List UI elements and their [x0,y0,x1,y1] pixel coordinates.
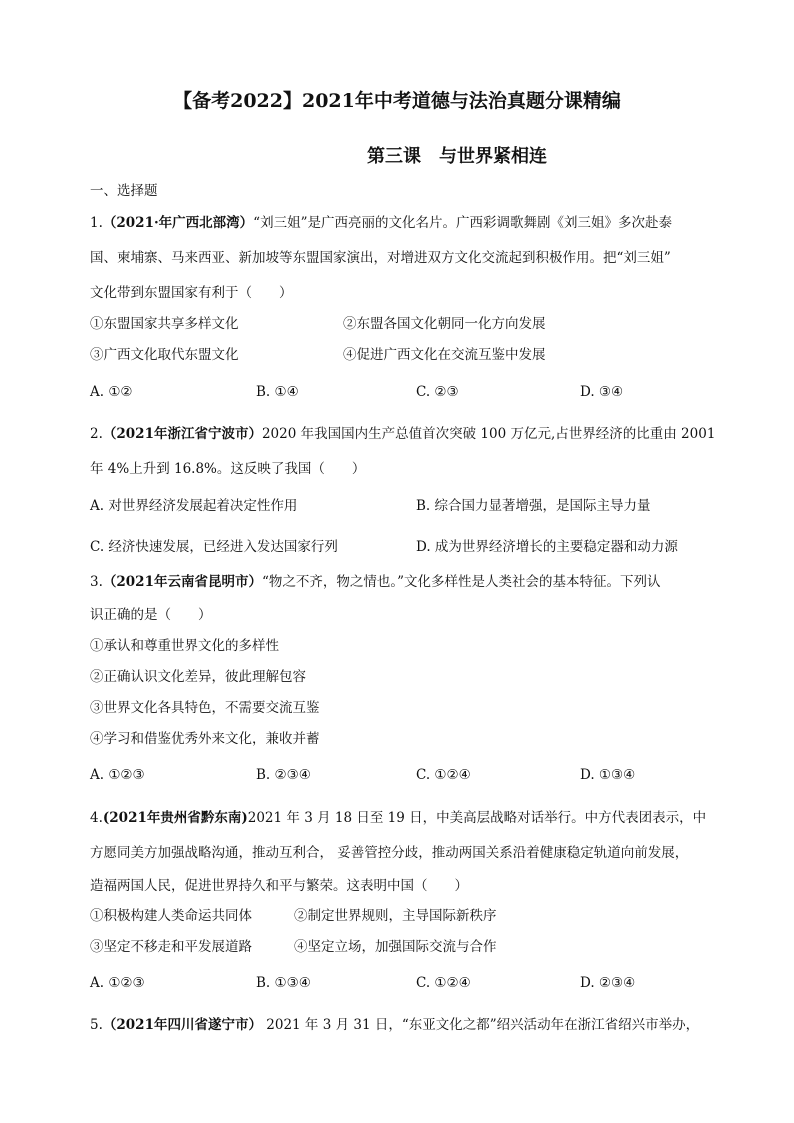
statement-1: ①承认和尊重世界文化的多样性 [90,638,279,654]
statement-3: ③广西文化取代东盟文化 [90,347,239,363]
statement-3: ③坚定不移走和平发展道路 [90,939,252,955]
choice-c: C. ①②④ [416,975,471,991]
question-2-line-2: 年 4%上升到 16.8%。这反映了我国（ ） [90,461,366,477]
statement-2: ②正确认识文化差异，彼此理解包容 [90,669,306,685]
statement-4: ④坚定立场，加强国际交流与合作 [294,939,497,955]
choice-a: A. ①② [90,384,133,400]
question-number: 3. [90,574,103,590]
question-4-line-3: 造福两国人民，促进世界持久和平与繁荣。这表明中国（ ） [90,878,468,894]
statement-2: ②制定世界规则，主导国际新秩序 [294,908,497,924]
question-number: 4. [90,810,103,826]
question-3-line-2: 识正确的是（ ） [90,607,212,623]
statement-4: ④促进广西文化在交流互鉴中发展 [343,347,546,363]
question-4-line-1 [90,808,706,828]
question-source: （2021年四川省遂宁市） [102,1017,262,1033]
question-text: 2021 年 3 月 31 日，“东亚文化之都”绍兴活动年在浙江省绍兴市举办， [261,1017,700,1033]
question-source: (2021年贵州省黔东南) [102,810,248,826]
choice-d: D. ③④ [580,384,624,400]
statement-3: ③世界文化各具特色，不需要交流互鉴 [90,700,320,716]
question-5-line-1 [90,1015,699,1035]
statement-4: ④学习和借鉴优秀外来文化，兼收并蓄 [90,731,320,747]
question-text: “物之不齐，物之情也。”文化多样性是人类社会的基本特征。下列认 [261,574,661,590]
question-1-line-3: 文化带到东盟国家有利于（ ） [90,285,293,301]
choice-d: D. 成为世界经济增长的主要稳定器和动力源 [416,539,678,555]
question-1-line-2: 国、柬埔寨、马来西亚、新加坡等东盟国家演出，对增进双方文化交流起到积极作用。把“刘三姐” [90,250,671,266]
choice-b: B. 综合国力显著增强，是国际主导力量 [416,498,651,514]
question-1-line-1 [90,213,672,233]
choice-b: B. ①④ [256,384,299,400]
question-4-line-2: 方愿同美方加强战略沟通，推动互利合， 妥善管控分歧，推动两国关系沿着健康稳定轨道向前发展， [90,845,689,861]
statement-2: ②东盟各国文化朝同一化方向发展 [343,316,546,332]
question-text: “刘三姐”是广西亮丽的文化名片。广西彩调歌舞剧《刘三姐》多次赴泰 [253,215,672,231]
question-source: （2021·年广西北部湾） [102,215,254,231]
choice-a: A. ①②③ [90,767,145,783]
choice-c: C. ②③ [416,384,459,400]
choice-b: B. ①③④ [256,975,311,991]
question-number: 1. [90,215,103,231]
question-number: 2. [90,426,103,442]
choice-c: C. ①②④ [416,767,471,783]
choice-d: D. ①③④ [580,767,636,783]
main-title: 【备考2022】2021年中考道德与法治真题分课精编 [173,90,621,112]
lesson-title: 第三课 与世界紧相连 [367,146,547,167]
choice-a: A. ①②③ [90,975,145,991]
statement-1: ①东盟国家共享多样文化 [90,316,239,332]
question-text: 2020 年我国国内生产总值首次突破 100 万亿元,占世界经济的比重由 2001 [261,426,716,442]
question-source: （2021年浙江省宁波市） [102,426,262,442]
question-text: 2021 年 3 月 18 日至 19 日，中美高层战略对话举行。中方代表团表示，中 [247,810,707,826]
question-3-line-1 [90,572,661,592]
statement-1: ①积极构建人类命运共同体 [90,908,252,924]
choice-d: D. ②③④ [580,975,636,991]
question-2-line-1 [90,424,715,444]
section-heading: 一、选择题 [90,183,158,199]
choice-c: C. 经济快速发展，已经进入发达国家行列 [90,539,338,555]
choice-a: A. 对世界经济发展起着决定性作用 [90,498,298,514]
question-number: 5. [90,1017,103,1033]
question-source: （2021年云南省昆明市） [102,574,262,590]
choice-b: B. ②③④ [256,767,311,783]
